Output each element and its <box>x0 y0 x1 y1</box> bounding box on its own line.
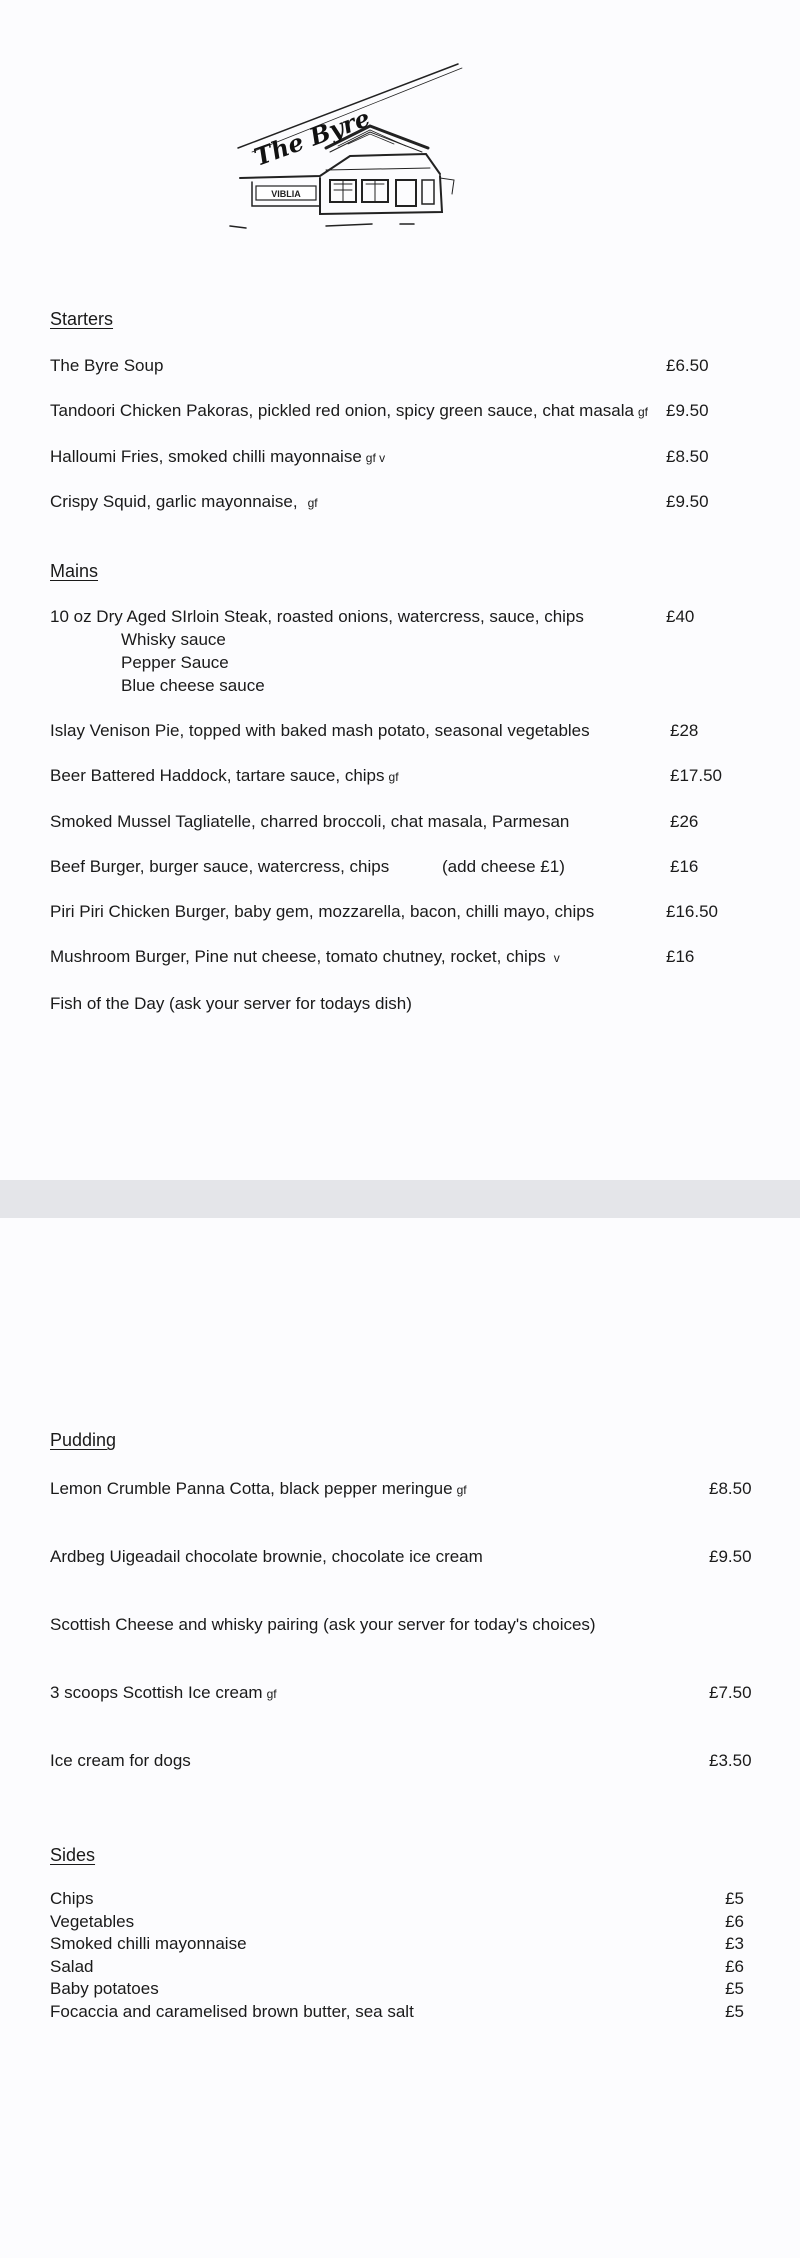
side-price: £5 <box>725 1979 744 1999</box>
dietary-tag: gf <box>456 1483 467 1497</box>
starters-heading: Starters <box>50 309 114 329</box>
sauce-option: Whisky sauce <box>121 630 226 649</box>
pudding-item: Lemon Crumble Panna Cotta, black pepper meringue gf <box>50 1479 467 1498</box>
byre-logo <box>222 48 484 244</box>
main-price: £17.50 <box>670 766 722 785</box>
starter-price: £9.50 <box>666 492 709 511</box>
main-price: £26 <box>670 812 699 831</box>
side-item: Chips £5 <box>50 1888 744 1911</box>
main-price: £16.50 <box>666 902 718 921</box>
main-item: Mushroom Burger, Pine nut cheese, tomato chutney, rocket, chips v <box>50 947 560 966</box>
main-item: Piri Piri Chicken Burger, baby gem, mozzarella, bacon, chilli mayo, chips <box>50 902 595 921</box>
main-price: £28 <box>670 721 699 740</box>
pudding-price: £3.50 <box>709 1751 752 1770</box>
fish-of-the-day: Fish of the Day (ask your server for todays dish) <box>50 994 412 1013</box>
side-price: £6 <box>725 1956 744 1976</box>
main-item: Smoked Mussel Tagliatelle, charred broccoli, chat masala, Parmesan <box>50 812 570 831</box>
dietary-tag: gf <box>307 496 318 510</box>
side-price: £6 <box>725 1911 744 1931</box>
main-item-steak: 10 oz Dry Aged SIrloin Steak, roasted onions, watercress, sauce, chips <box>50 607 584 626</box>
logo-window-text: VIBLIA <box>271 189 301 199</box>
starter-item: Crispy Squid, garlic mayonnaise, gf <box>50 492 318 511</box>
dietary-tag: gf <box>388 770 399 784</box>
pudding-item: Ardbeg Uigeadail chocolate brownie, chocolate ice cream <box>50 1547 483 1566</box>
pudding-price: £9.50 <box>709 1547 752 1566</box>
menu-page-2 <box>0 1218 800 2258</box>
dietary-tag: v <box>553 951 560 965</box>
starter-item: The Byre Soup <box>50 356 164 375</box>
pudding-item: Ice cream for dogs <box>50 1751 191 1770</box>
mains-heading: Mains <box>50 561 99 581</box>
pudding-item: Scottish Cheese and whisky pairing (ask your server for today's choices) <box>50 1615 596 1634</box>
side-item: Baby potatoes £5 <box>50 1978 744 2001</box>
dietary-tag: gf <box>266 1687 277 1701</box>
sauce-option: Pepper Sauce <box>121 653 229 672</box>
side-price: £3 <box>725 1934 744 1954</box>
main-item: Beer Battered Haddock, tartare sauce, chips gf <box>50 766 399 785</box>
starter-price: £6.50 <box>666 356 709 375</box>
dietary-tag: gf v <box>365 451 386 465</box>
starter-price: £9.50 <box>666 401 709 420</box>
side-item: Focaccia and caramelised brown butter, sea salt £5 <box>50 2001 744 2024</box>
sauce-option: Blue cheese sauce <box>121 676 265 695</box>
pudding-heading: Pudding <box>50 1430 117 1450</box>
main-price: £16 <box>670 857 699 876</box>
pudding-price: £8.50 <box>709 1479 752 1498</box>
starter-price: £8.50 <box>666 447 709 466</box>
side-price: £5 <box>725 2001 744 2021</box>
side-item: Salad £6 <box>50 1956 744 1979</box>
sides-list <box>50 1888 744 2024</box>
side-price: £5 <box>725 1889 744 1908</box>
add-cheese-note: (add cheese £1) <box>442 857 565 876</box>
main-price: £16 <box>666 947 695 966</box>
dietary-tag: gf <box>638 405 649 419</box>
pudding-item: 3 scoops Scottish Ice cream gf <box>50 1683 277 1702</box>
pudding-price: £7.50 <box>709 1683 752 1702</box>
sides-heading: Sides <box>50 1845 96 1865</box>
logo-wordmark: The Byre <box>250 102 374 172</box>
main-item: Islay Venison Pie, topped with baked mash potato, seasonal vegetables <box>50 721 590 740</box>
side-item: Vegetables £6 <box>50 1911 744 1934</box>
main-price: £40 <box>666 607 695 626</box>
main-item: Beef Burger, burger sauce, watercress, chips <box>50 857 390 876</box>
starter-item: Halloumi Fries, smoked chilli mayonnaise gf v <box>50 447 386 466</box>
starter-item: Tandoori Chicken Pakoras, pickled red onion, spicy green sauce, chat masala gf <box>50 401 649 420</box>
side-item: Smoked chilli mayonnaise £3 <box>50 1933 744 1956</box>
